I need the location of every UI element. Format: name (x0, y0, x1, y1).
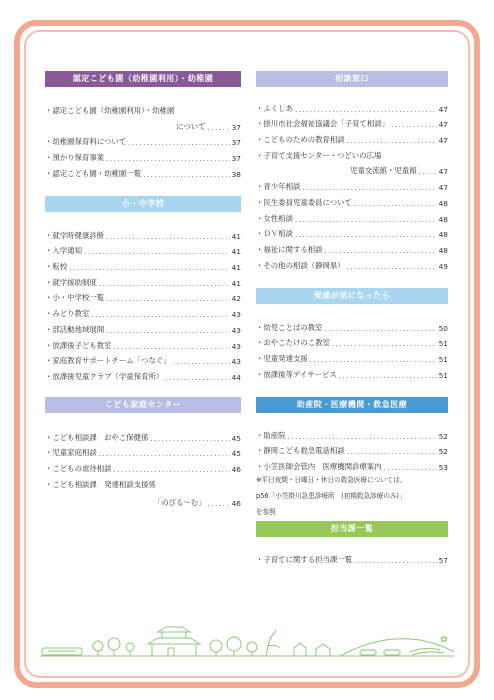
toc-item[interactable]: ・民生委員児童委員について ..... 48 (256, 192, 448, 208)
note-text: ※平日夜間・日曜日・休日の救急医療については、 (256, 476, 407, 485)
toc-item[interactable]: ・就学援助制度 ..... 41 (45, 272, 241, 288)
toc-item[interactable]: ・転校 ..... 41 (45, 256, 241, 272)
tree-icon (108, 638, 120, 650)
section-department-list (256, 521, 448, 565)
section-development (256, 288, 448, 380)
toc-item[interactable]: について ..... 37 (45, 116, 241, 132)
toc-item[interactable]: ・こども相談課 発達相談支援係 (45, 479, 156, 489)
house-icon (294, 643, 306, 656)
car-icon (360, 650, 376, 655)
toc-item[interactable]: ・福祉に関する相談 ..... 48 (256, 239, 448, 255)
toc-item[interactable]: ・助産院 ..... 52 (256, 425, 448, 441)
section-heading: 小・中学校 (45, 196, 241, 212)
toc-item[interactable]: ・おやこたけのこ教室 ..... 51 (256, 333, 448, 349)
toc-item[interactable]: 「のびる～む」 ..... 46 (45, 490, 241, 508)
section-heading: 助産院・医療機関・救急医療 (256, 397, 448, 413)
toc-item[interactable]: ・女性相談 ..... 48 (256, 208, 448, 224)
toc-item[interactable]: ・こどものための教育相談 ..... 47 (256, 129, 448, 145)
toc-item[interactable]: ・静岡こども救急電話相談 ..... 52 (256, 441, 448, 457)
toc-item[interactable]: ・部活動地域展開 ..... 43 (45, 319, 241, 335)
toc-item[interactable]: ・預かり保育事業 ..... 37 (45, 147, 241, 163)
toc-item[interactable]: ・児童発達支援 ..... 51 (256, 348, 448, 364)
section-school (45, 196, 241, 382)
house-icon (316, 644, 330, 656)
note-text: p56「小笠掛川急患診療所 (初期救急診療のみ)」 (256, 492, 406, 501)
toc-item[interactable]: ・児童家庭相談 ..... 45 (45, 443, 241, 459)
toc-item[interactable]: ・こども相談課 おやこ保健係 ..... 45 (45, 427, 241, 443)
tree-icon (210, 640, 222, 652)
section-consult (256, 71, 448, 271)
toc-item[interactable]: ・小笠医師会管内 医療機関診療案内 ..... 53 (256, 456, 448, 472)
castle-icon (148, 627, 200, 656)
toc-item[interactable]: ・子育て支援センター・つどいの広場 (256, 150, 382, 160)
toc-item[interactable]: ・掛川市社会福祉協議会「子育て相談」 ..... 47 (256, 114, 448, 130)
section-heading: こども家庭センター (45, 397, 241, 413)
tree-icon (227, 637, 241, 651)
section-heading: 担当課一覧 (256, 521, 448, 537)
toc-item[interactable]: ・ＤＶ相談 ..... 48 (256, 224, 448, 240)
tree-icon (247, 642, 257, 652)
section-family-center (45, 397, 241, 508)
section-heading: 発達が気になったら (256, 288, 448, 304)
toc-item[interactable]: ・放課後子ども教室 ..... 43 (45, 335, 241, 351)
tea-leaf-icon: ✿ (440, 635, 448, 645)
toc-item[interactable]: ・こどもの虐待相談 ..... 46 (45, 458, 241, 474)
toc-item[interactable]: ・その他の相談（静岡県） ..... 49 (256, 255, 448, 271)
section-heading: 認定こども園（幼稚園利用）・幼稚園 (45, 71, 241, 87)
toc-item[interactable]: ・ふくしあ ..... 47 (256, 98, 448, 114)
toc-item[interactable]: ・みどり教室 ..... 43 (45, 303, 241, 319)
toc-item[interactable]: ・幼稚園保育料について ..... 37 (45, 132, 241, 148)
toc-item[interactable]: ・認定こども園・幼稚園一覧 ..... 38 (45, 163, 241, 179)
section-medical (256, 397, 448, 520)
crane-icon (266, 630, 276, 656)
tree-icon (126, 643, 134, 651)
toc-item[interactable]: ・家庭教育サポートチーム「つなぐ」 ..... 43 (45, 351, 241, 367)
toc-item[interactable]: ・放課後等デイサービス ..... 51 (256, 364, 448, 380)
section-heading: 相談窓口 (256, 71, 448, 87)
toc-item[interactable]: ・子育てに関する担当課一覧 ..... 57 (256, 549, 448, 565)
hill-icon (340, 639, 454, 656)
section-kindergarten (45, 71, 241, 179)
car-icon (384, 650, 400, 655)
toc-item[interactable]: ・小・中学校一覧 ..... 42 (45, 288, 241, 304)
toc-item[interactable]: ・幼児ことばの教室 ..... 50 (256, 317, 448, 333)
tree-icon (93, 641, 103, 651)
note-text: を参照 (256, 508, 276, 517)
town-landscape-illustration (40, 622, 454, 662)
toc-item[interactable]: ・就学時健康診断 ..... 41 (45, 225, 241, 241)
toc-item[interactable]: ・認定こども園（幼稚園利用）・幼稚園 (45, 106, 175, 115)
toc-item[interactable]: 児童交流館・児童館 ..... 47 (256, 161, 448, 177)
toc-item[interactable]: ・入学通知 ..... 41 (45, 241, 241, 257)
toc-item[interactable]: ・放課後児童クラブ（学童保育所） ..... 44 (45, 366, 241, 382)
toc-item[interactable]: ・青少年相談 ..... 47 (256, 176, 448, 192)
